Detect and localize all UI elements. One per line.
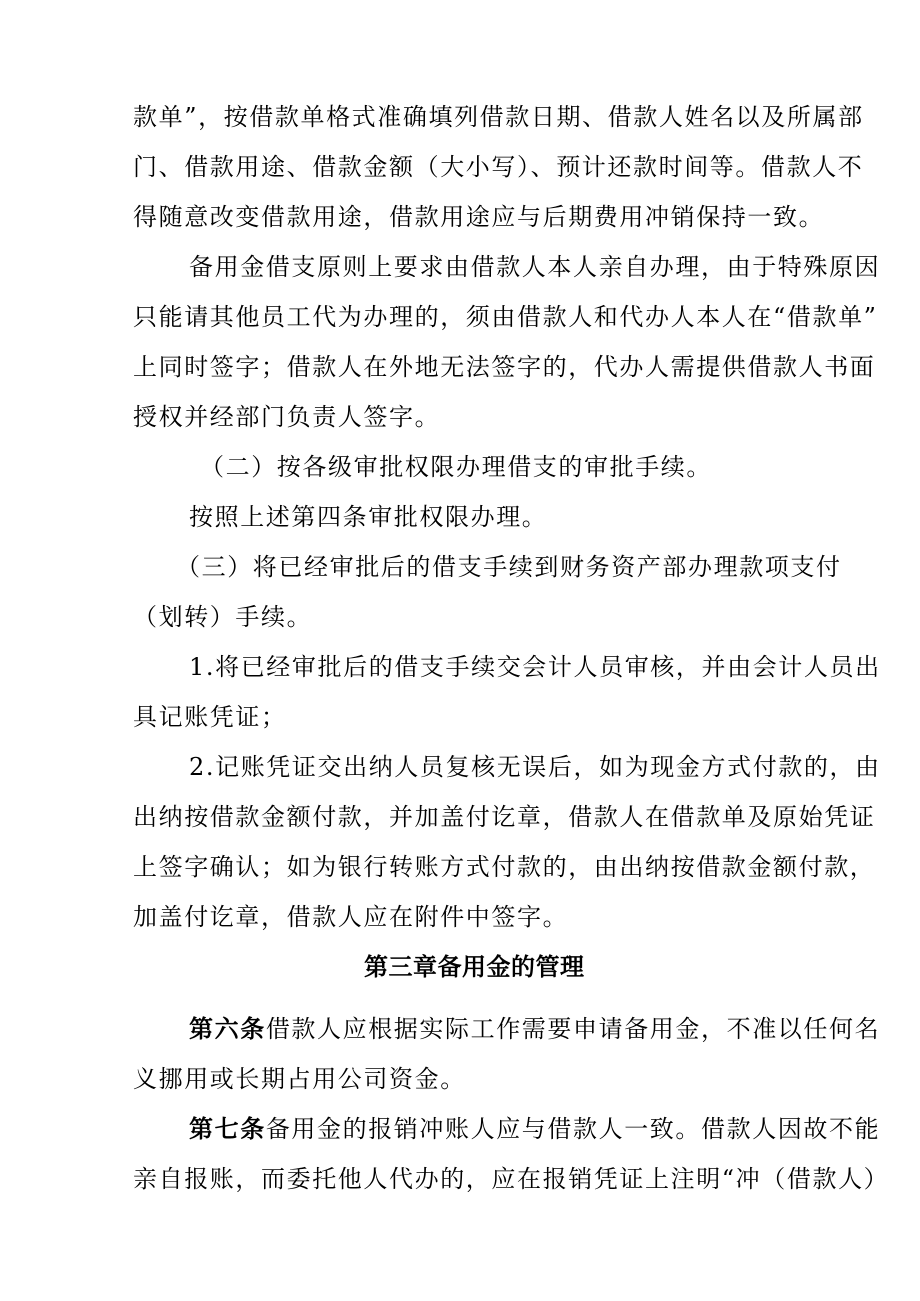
article-6-label: 第六条 — [189, 1014, 266, 1043]
article-7-label: 第七条 — [189, 1114, 266, 1143]
step-2-line-4: 加盖付讫章，借款人应在附件中签字。 — [133, 903, 569, 931]
item-3-line-2: （划转）手续。 — [133, 603, 313, 631]
p2-line-1: 备用金借支原则上要求由借款人本人亲自办理，由于特殊原因 — [189, 253, 881, 281]
article-6-text: 借款人应根据实际工作需要申请备用金，不准以任何名 — [265, 1015, 881, 1043]
article-6-line-2: 义挪用或长期占用公司资金。 — [133, 1065, 466, 1093]
p1-line-1: 款单”，按借款单格式准确填列借款日期、借款人姓名以及所属部 — [133, 103, 864, 131]
p1-line-2: 门、借款用途、借款金额（大小写）、预计还款时间等。借款人不 — [133, 153, 864, 181]
step-2-line-2: 出纳按借款金额付款，并加盖付讫章，借款人在借款单及原始凭证 — [133, 803, 876, 831]
chapter-3-title: 第三章备用金的管理 — [364, 952, 585, 981]
article-7-line-1 — [189, 1114, 880, 1144]
article-7-text: 备用金的报销冲账人应与借款人一致。借款人因故不能 — [265, 1115, 881, 1143]
step-1-line-2: 具记账凭证； — [133, 703, 287, 731]
step-2-line-1: 2.记账凭证交出纳人员复核无误后，如为现金方式付款的，由 — [189, 753, 881, 781]
p2-line-2: 只能请其他员工代为办理的，须由借款人和代办人本人在“借款单” — [133, 303, 878, 331]
p2-line-4: 授权并经部门负责人签字。 — [133, 403, 441, 431]
article-7-line-2: 亲自报账，而委托他人代办的，应在报销凭证上注明“冲（借款人） — [133, 1165, 890, 1193]
article-6-line-1 — [189, 1014, 880, 1044]
step-2-line-3: 上签字确认；如为银行转账方式付款的，由出纳按借款金额付款， — [133, 853, 876, 881]
item-2: （二）按各级审批权限办理借支的审批手续。 — [200, 453, 712, 481]
step-1-line-1: 1.将已经审批后的借支手续交会计人员审核，并由会计人员出 — [189, 653, 881, 681]
p1-line-3: 得随意改变借款用途，借款用途应与后期费用冲销保持一致。 — [133, 203, 825, 231]
p2-line-3: 上同时签字；借款人在外地无法签字的，代办人需提供借款人书面 — [133, 353, 876, 381]
p3-line: 按照上述第四条审批权限办理。 — [189, 503, 548, 531]
item-3-line-1: （三）将已经审批后的借支手续到财务资产部办理款项支付 — [176, 553, 842, 581]
